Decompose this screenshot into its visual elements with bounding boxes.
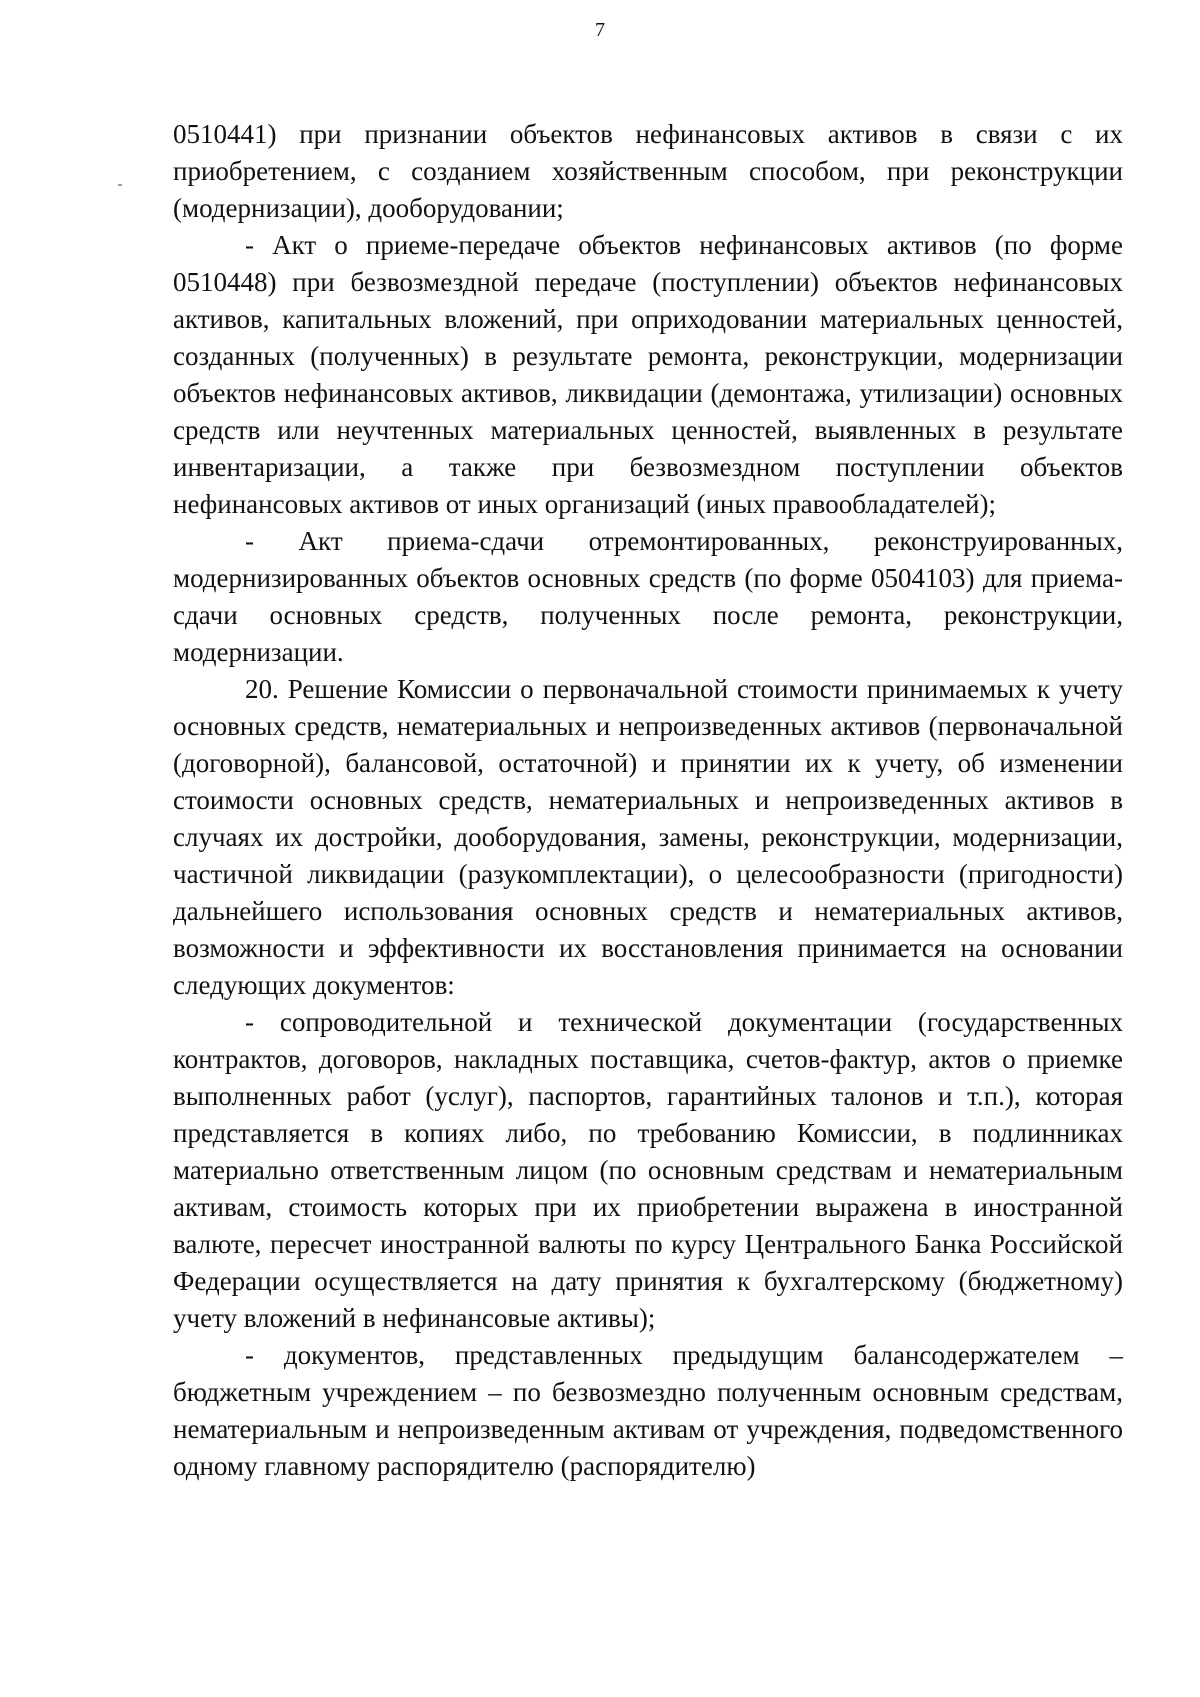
paragraph-act-repair: - Акт приема-сдачи отремонтированных, реконструированных, модернизированных объектов основных средств (по форме 0504103) для приема-сдачи основных средств, полученных после ремонта, реконструкции, модернизации. bbox=[173, 526, 1123, 667]
paragraph-item-20: 20. Решение Комиссии о первоначальной стоимости принимаемых к учету основных средств, нематериальных и непроизведенных активов (первоначальной (договорной), балансовой, остаточной) и принятии их к учету, об изменении стоимости основных средств, нематериальных и непроизведенных активов в случаях их достройки, дооборудования, замены, реконструкции, модернизации, частичной ликвидации (разукомплектации), о целесообразности (пригодности) дальнейшего использования основных средств и нематериальных активов, возможности и эффективности их восстановления принимается на основании следующих документов: bbox=[173, 674, 1123, 1000]
paragraph-previous-holder: - документов, представленных предыдущим балансодержателем – бюджетным учреждением – по безвозмездно полученным основным средствам, нематериальным и непроизведенным активам от учреждения, подведомственного одному главному распорядителю (распорядителю) bbox=[173, 1340, 1123, 1481]
paragraph-documentation: - сопроводительной и технической документации (государственных контрактов, договоров, накладных поставщика, счетов-фактур, актов о приемке выполненных работ (услуг), паспортов, гарантийных талонов и т.п.), которая представляется в копиях либо, по требованию Комиссии, в подлинниках материально ответственным лицом (по основным средствам и нематериальным активам, стоимость которых при их приобретении выражена в иностранной валюте, пересчет иностранной валюты по курсу Центрального Банка Российской Федерации осуществляется на дату принятия к бухгалтерскому (бюджетному) учету вложений в нефинансовые активы); bbox=[173, 1007, 1123, 1333]
paragraph-act-transfer: - Акт о приеме-передаче объектов нефинансовых активов (по форме 0510448) при безвозмездной передаче (поступлении) объектов нефинансовых активов, капитальных вложений, при оприходовании материальных ценностей, созданных (полученных) в результате ремонта, реконструкции, модернизации объектов нефинансовых активов, ликвидации (демонтажа, утилизации) основных средств или неучтенных материальных ценностей, выявленных в результате инвентаризации, а также при безвозмездном поступлении объектов нефинансовых активов от иных организаций (иных правообладателей); bbox=[173, 230, 1123, 519]
document-body bbox=[173, 116, 1123, 1485]
page-number: 7 bbox=[595, 19, 605, 41]
scan-artifact-mark bbox=[118, 184, 122, 186]
paragraph-continuation: 0510441) при признании объектов нефинансовых активов в связи с их приобретением, с созданием хозяйственным способом, при реконструкции (модернизации), дооборудовании; bbox=[173, 119, 1123, 223]
